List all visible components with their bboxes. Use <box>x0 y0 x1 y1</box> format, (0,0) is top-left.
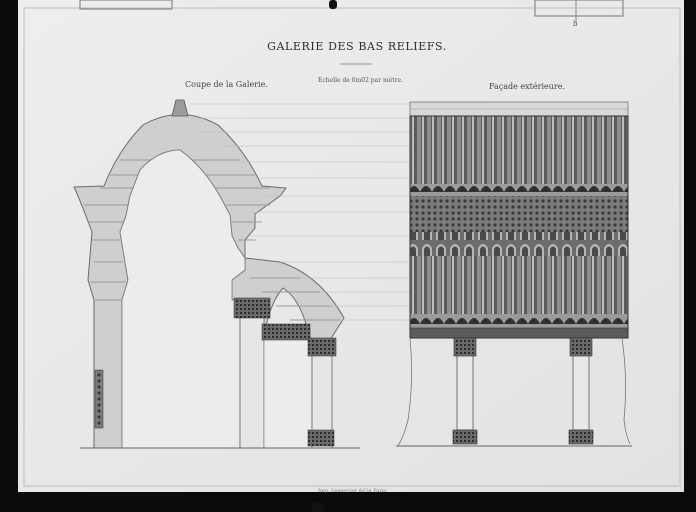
facade-caption: Façade extérieure. <box>489 82 565 91</box>
bottom-marker-pin <box>312 502 324 512</box>
section-caption: Coupe de la Galerie. <box>185 80 268 89</box>
plate-title: GALERIE DES BAS RELIEFS. <box>267 40 447 53</box>
top-marker-label: b <box>573 20 578 28</box>
top-marker-pin <box>329 0 337 9</box>
printer-credit: Imp. Lemercier &Cie Paris. <box>318 488 388 494</box>
scale-caption: Echelle de 0m02 par mètre. <box>318 77 403 84</box>
